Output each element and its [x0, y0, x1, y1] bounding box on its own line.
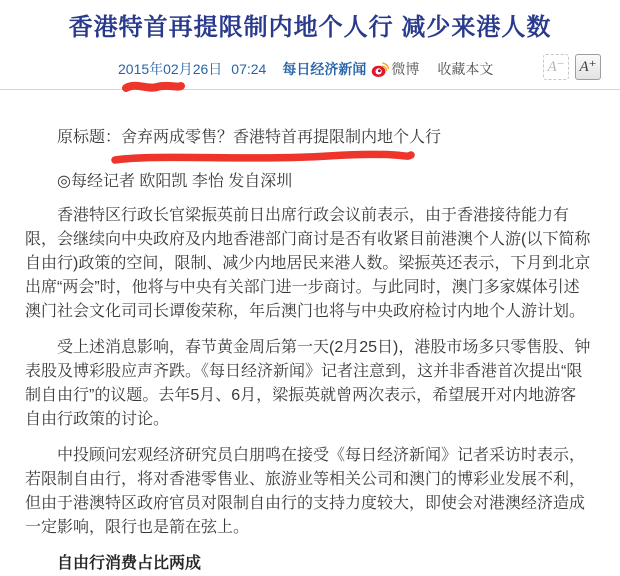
- article-title: 香港特首再提限制内地个人行 减少来港人数: [68, 14, 552, 41]
- weibo-label: 微博: [391, 61, 420, 77]
- publish-time: 07:24: [231, 61, 267, 77]
- font-decrease-button[interactable]: A⁻: [543, 54, 569, 80]
- weibo-share-link[interactable]: [371, 60, 419, 78]
- article-paragraph: 中投顾问宏观经济研究员白朋鸣在接受《每日经济新闻》记者采访时表示，若限制自由行，将对香港零售业、旅游业等相关公司和澳门的博彩业发展不利，但由于港澳特区政府官员对限制自由行的支持力度较大，即使会对港澳经济造成一定影响，限行也是箭在弦上。: [25, 447, 586, 536]
- font-size-controls: [543, 54, 601, 80]
- section-subheading: 自由行消费占比两成: [57, 555, 202, 572]
- font-increase-button[interactable]: A⁺: [575, 54, 601, 80]
- byline: ◎每经记者 欧阳凯 李怡 发自深圳: [57, 173, 293, 190]
- favorite-link[interactable]: 收藏本文: [437, 61, 494, 77]
- article-header: [0, 0, 620, 90]
- article-body: [0, 90, 620, 576]
- article-paragraph: 香港特区行政长官梁振英前日出席行政会议前表示，由于香港接待能力有限，会继续向中央政府及内地香港部门商讨是否有收紧目前港澳个人游(以下简称自由行)政策的空间，限制、减少内地居民来港人数。梁振英还表示，下月到北京出席“两会”时，他将与中央有关部门进一步商讨。与此同时，澳门多家媒体引述澳门社会文化司司长谭俊荣称，年后澳门也将与中央政府检讨内地个人游计划。: [25, 207, 591, 320]
- article-paragraph: 受上述消息影响，春节黄金周后第一天(2月25日)，港股市场多只零售股、钟表股及博彩股应声齐跌。《每日经济新闻》记者注意到，这并非香港首次提出“限制自由行”的议题。去年5月、6月，梁振英就曾两次表示，希望展开对内地游客自由行政策的讨论。: [25, 339, 591, 428]
- publish-date: 2015年02月26日: [118, 61, 223, 77]
- source-link[interactable]: 每日经济新闻: [282, 61, 367, 77]
- original-title: 原标题：舍弃两成零售？香港特首再提限制内地个人行: [57, 129, 442, 146]
- article-meta: [118, 60, 493, 78]
- weibo-icon: [371, 60, 391, 78]
